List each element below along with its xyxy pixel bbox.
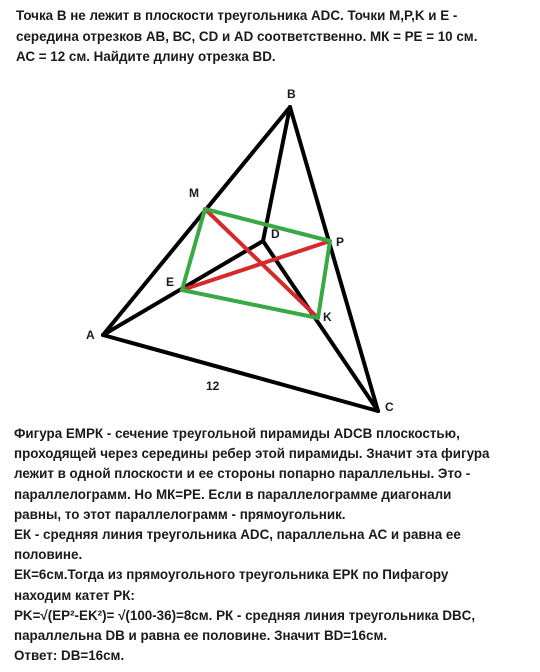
solution-line: находим катет РК: [14, 587, 135, 603]
problem-line: середина отрезков АВ, ВС, CD и AD соответственно. МК = РЕ = 10 см. [16, 28, 478, 44]
answer-line: Ответ: DB=16см. [14, 648, 125, 664]
problem-line: АС = 12 см. Найдите длину отрезка BD. [16, 49, 276, 64]
edge-ab [103, 107, 290, 335]
label-m: M [189, 186, 199, 200]
solution-line: проходящей через середины ребер этой пирамиды. Значит эта фигура [14, 446, 490, 462]
solution-text [14, 424, 534, 666]
solution-line: Фигура ЕМРК - сечение треугольной пирамиды ADCB плоскостью, [14, 426, 460, 441]
solution-line: параллелограмм. Но МК=РЕ. Если в параллелограмме диагонали [14, 486, 452, 502]
label-a: A [86, 328, 95, 342]
solution-line: лежит в одной плоскости и ее стороны попарно параллельны. Это - [14, 466, 471, 482]
edge-bd [263, 107, 290, 241]
label-ac-length: 12 [206, 379, 220, 393]
solution-line: равны, то этот параллелограмм - прямоугольник. [14, 506, 346, 522]
diagonal-ep [182, 241, 330, 290]
edge-bc [290, 107, 378, 411]
pyramid-edges [103, 107, 378, 411]
label-p: P [336, 235, 345, 249]
label-b: B [287, 87, 296, 101]
section-diagonals [182, 209, 330, 318]
solution-line: половине. [14, 547, 83, 563]
label-d: D [271, 227, 280, 241]
edge-ac [103, 335, 378, 411]
solution-line: PK=√(EP²-EK²)= √(100-36)=8см. РК - средняя линия треугольника DBC, [14, 607, 476, 623]
solution-line: параллельна DB и равна ее половине. Значит BD=16см. [14, 628, 388, 644]
problem-line: Точка В не лежит в плоскости треугольника ADC. Точки M,P,K и E - [16, 8, 458, 23]
label-c: C [385, 400, 394, 414]
label-e: E [166, 275, 175, 289]
solution-line: ЕК - средняя линия треугольника ADC, параллельна АС и равна ее [14, 527, 461, 543]
solution-line: ЕК=6см.Тогда из прямоугольного треугольника ЕРК по Пифагору [14, 567, 449, 583]
label-k: K [323, 310, 332, 324]
